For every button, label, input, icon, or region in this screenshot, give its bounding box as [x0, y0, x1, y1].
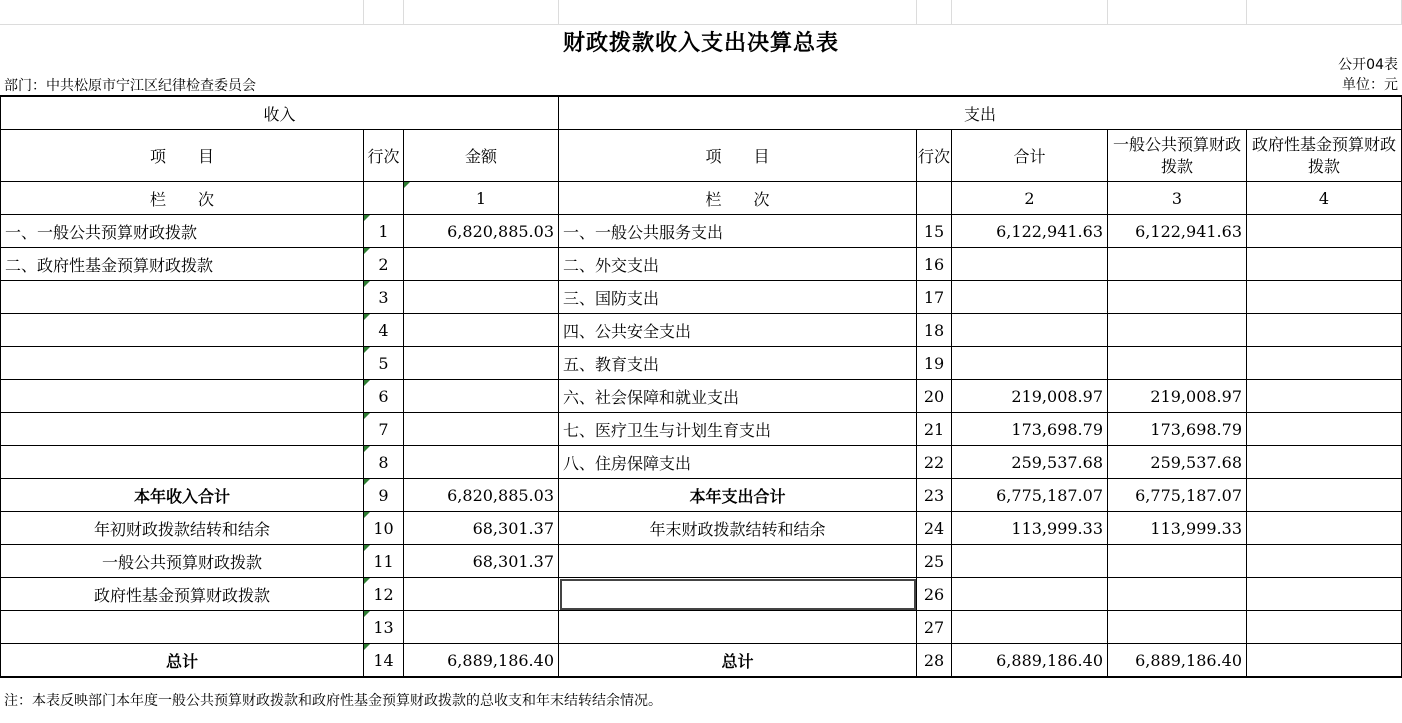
expense-item-cell[interactable]: 一、一般公共服务支出: [559, 215, 917, 248]
expense-total-header[interactable]: 合计: [952, 130, 1108, 182]
table-row: [1, 545, 1402, 578]
expense-row-no-cell[interactable]: 28: [917, 644, 952, 678]
expense-general-cell[interactable]: 173,698.79: [1108, 413, 1247, 446]
income-row-no-cell[interactable]: 13: [364, 611, 404, 644]
income-row-no-cell[interactable]: 12: [364, 578, 404, 611]
form-number: 公开04表: [1338, 57, 1398, 73]
income-row-no-cell[interactable]: 5: [364, 347, 404, 380]
expense-row-no-cell[interactable]: 20: [917, 380, 952, 413]
expense-row-no-cell[interactable]: 23: [917, 479, 952, 512]
income-item-cell[interactable]: [1, 314, 364, 347]
income-row-no-cell[interactable]: 10: [364, 512, 404, 545]
expense-fund-cell[interactable]: [1247, 314, 1402, 347]
expense-row-no-cell[interactable]: 25: [917, 545, 952, 578]
expense-item-cell[interactable]: 总计: [559, 644, 917, 678]
column-index-cell[interactable]: [364, 182, 404, 215]
expense-item-cell[interactable]: 七、医疗卫生与计划生育支出: [559, 413, 917, 446]
expense-row-no-cell[interactable]: 22: [917, 446, 952, 479]
income-amount-cell[interactable]: [404, 611, 559, 644]
department-label: 部门：中共松原市宁江区纪律检查委员会: [4, 78, 256, 94]
expense-row-no-cell[interactable]: 15: [917, 215, 952, 248]
table-row: [1, 314, 1402, 347]
column-index-1[interactable]: 1: [404, 182, 559, 215]
expense-item-cell[interactable]: 八、住房保障支出: [559, 446, 917, 479]
expense-fund-cell[interactable]: [1247, 347, 1402, 380]
expense-item-cell[interactable]: 年末财政拨款结转和结余: [559, 512, 917, 545]
expense-general-cell[interactable]: [1108, 347, 1247, 380]
expense-fund-cell[interactable]: [1247, 644, 1402, 678]
expense-total-cell[interactable]: [952, 347, 1108, 380]
income-item-cell[interactable]: [1, 413, 364, 446]
expense-general-cell[interactable]: [1108, 545, 1247, 578]
income-item-cell[interactable]: 一、一般公共预算财政拨款: [1, 215, 364, 248]
expense-column-index-label[interactable]: 栏 次: [559, 182, 917, 215]
expense-fund-cell[interactable]: [1247, 215, 1402, 248]
expense-item-cell[interactable]: 三、国防支出: [559, 281, 917, 314]
footnote: 注：本表反映部门本年度一般公共预算财政拨款和政府性基金预算财政拨款的总收支和年末结转结余情况。: [4, 693, 662, 709]
income-amount-cell[interactable]: [404, 281, 559, 314]
income-item-header[interactable]: 项 目: [1, 130, 364, 182]
expense-item-cell[interactable]: 本年支出合计: [559, 479, 917, 512]
expense-fund-cell[interactable]: [1247, 545, 1402, 578]
expense-total-cell[interactable]: 6,122,941.63: [952, 215, 1108, 248]
table-row: [1, 512, 1402, 545]
column-index-3[interactable]: 3: [1108, 182, 1247, 215]
expense-item-cell[interactable]: 二、外交支出: [559, 248, 917, 281]
expense-total-cell[interactable]: 219,008.97: [952, 380, 1108, 413]
expense-item-cell[interactable]: [559, 611, 917, 644]
expense-fund-cell[interactable]: [1247, 578, 1402, 611]
expense-total-cell[interactable]: [952, 248, 1108, 281]
table-row: [1, 413, 1402, 446]
expense-fund-cell[interactable]: [1247, 281, 1402, 314]
table-row: [1, 479, 1402, 512]
expense-row-no-cell[interactable]: 21: [917, 413, 952, 446]
income-row-no-cell[interactable]: 8: [364, 446, 404, 479]
expense-item-header[interactable]: 项 目: [559, 130, 917, 182]
expense-general-cell[interactable]: 113,999.33: [1108, 512, 1247, 545]
income-item-cell[interactable]: 总计: [1, 644, 364, 678]
expense-general-cell[interactable]: [1108, 578, 1247, 611]
expense-total-cell[interactable]: [952, 611, 1108, 644]
income-item-cell[interactable]: 年初财政拨款结转和结余: [1, 512, 364, 545]
expense-row-no-cell[interactable]: 18: [917, 314, 952, 347]
expense-total-cell[interactable]: [952, 314, 1108, 347]
income-amount-cell[interactable]: [404, 380, 559, 413]
expense-row-no-cell[interactable]: 16: [917, 248, 952, 281]
gov-fund-header[interactable]: 政府性基金预算财政拨款: [1247, 130, 1402, 182]
income-section-header[interactable]: 收入: [1, 96, 559, 130]
income-amount-cell[interactable]: 68,301.37: [404, 512, 559, 545]
column-index-4[interactable]: 4: [1247, 182, 1402, 215]
income-item-cell[interactable]: [1, 281, 364, 314]
income-item-cell[interactable]: [1, 446, 364, 479]
expense-row-no-header[interactable]: 行次: [917, 130, 952, 182]
spreadsheet-gridlines: [0, 0, 1402, 24]
income-amount-cell[interactable]: 68,301.37: [404, 545, 559, 578]
income-amount-cell[interactable]: [404, 578, 559, 611]
expense-general-cell[interactable]: [1108, 611, 1247, 644]
income-row-no-cell[interactable]: 3: [364, 281, 404, 314]
expense-general-cell[interactable]: 6,122,941.63: [1108, 215, 1247, 248]
expense-item-cell[interactable]: 五、教育支出: [559, 347, 917, 380]
table-row: [1, 578, 1402, 611]
income-item-cell[interactable]: 政府性基金预算财政拨款: [1, 578, 364, 611]
general-budget-header[interactable]: 一般公共预算财政拨款: [1108, 130, 1247, 182]
table-row: [1, 215, 1402, 248]
expense-general-cell[interactable]: 6,775,187.07: [1108, 479, 1247, 512]
expense-item-cell[interactable]: 六、社会保障和就业支出: [559, 380, 917, 413]
income-row-no-cell[interactable]: 11: [364, 545, 404, 578]
income-row-no-header[interactable]: 行次: [364, 130, 404, 182]
income-item-cell[interactable]: [1, 347, 364, 380]
income-amount-cell[interactable]: 6,820,885.03: [404, 479, 559, 512]
income-row-no-cell[interactable]: 4: [364, 314, 404, 347]
expense-fund-cell[interactable]: [1247, 479, 1402, 512]
expense-row-no-cell[interactable]: 24: [917, 512, 952, 545]
expense-total-cell[interactable]: [952, 545, 1108, 578]
table-row: [1, 611, 1402, 644]
expense-fund-cell[interactable]: [1247, 512, 1402, 545]
expense-total-cell[interactable]: 6,889,186.40: [952, 644, 1108, 678]
income-row-no-cell[interactable]: 9: [364, 479, 404, 512]
expense-general-cell[interactable]: [1108, 248, 1247, 281]
table-row: [1, 446, 1402, 479]
fiscal-appropriation-table: [0, 95, 1402, 678]
expense-total-cell[interactable]: 173,698.79: [952, 413, 1108, 446]
table-row: [1, 380, 1402, 413]
expense-section-header[interactable]: 支出: [559, 96, 1402, 130]
expense-row-no-cell[interactable]: 27: [917, 611, 952, 644]
expense-general-cell[interactable]: 259,537.68: [1108, 446, 1247, 479]
selected-cell[interactable]: [559, 578, 917, 611]
expense-general-cell[interactable]: [1108, 281, 1247, 314]
expense-total-cell[interactable]: 6,775,187.07: [952, 479, 1108, 512]
table-row: [1, 347, 1402, 380]
income-row-no-cell[interactable]: 6: [364, 380, 404, 413]
expense-item-cell[interactable]: [559, 545, 917, 578]
income-amount-cell[interactable]: [404, 314, 559, 347]
income-amount-cell[interactable]: [404, 413, 559, 446]
expense-general-cell[interactable]: [1108, 314, 1247, 347]
income-item-cell[interactable]: [1, 611, 364, 644]
expense-row-no-cell[interactable]: 17: [917, 281, 952, 314]
expense-fund-cell[interactable]: [1247, 611, 1402, 644]
column-index-cell[interactable]: [917, 182, 952, 215]
income-item-cell[interactable]: 本年收入合计: [1, 479, 364, 512]
expense-row-no-cell[interactable]: 26: [917, 578, 952, 611]
expense-fund-cell[interactable]: [1247, 446, 1402, 479]
income-row-no-cell[interactable]: 7: [364, 413, 404, 446]
income-row-no-cell[interactable]: 2: [364, 248, 404, 281]
expense-general-cell[interactable]: 219,008.97: [1108, 380, 1247, 413]
income-amount-cell[interactable]: [404, 446, 559, 479]
income-amount-cell[interactable]: 6,820,885.03: [404, 215, 559, 248]
column-index-2[interactable]: 2: [952, 182, 1108, 215]
income-row-no-cell[interactable]: 14: [364, 644, 404, 678]
table-row: [1, 281, 1402, 314]
income-item-cell[interactable]: 一般公共预算财政拨款: [1, 545, 364, 578]
page-title: 财政拨款收入支出决算总表: [562, 30, 839, 56]
expense-general-cell[interactable]: 6,889,186.40: [1108, 644, 1247, 678]
expense-row-no-cell[interactable]: 19: [917, 347, 952, 380]
income-amount-cell[interactable]: 6,889,186.40: [404, 644, 559, 678]
unit-label: 单位：元: [1342, 77, 1398, 93]
income-item-cell[interactable]: [1, 380, 364, 413]
expense-fund-cell[interactable]: [1247, 248, 1402, 281]
income-amount-cell[interactable]: [404, 347, 559, 380]
expense-total-cell[interactable]: [952, 578, 1108, 611]
expense-total-cell[interactable]: 259,537.68: [952, 446, 1108, 479]
table-row: [1, 248, 1402, 281]
expense-fund-cell[interactable]: [1247, 380, 1402, 413]
expense-item-cell[interactable]: 四、公共安全支出: [559, 314, 917, 347]
table-row: [1, 644, 1402, 678]
column-index-label[interactable]: 栏 次: [1, 182, 364, 215]
income-amount-cell[interactable]: [404, 248, 559, 281]
income-amount-header[interactable]: 金额: [404, 130, 559, 182]
income-row-no-cell[interactable]: 1: [364, 215, 404, 248]
income-item-cell[interactable]: 二、政府性基金预算财政拨款: [1, 248, 364, 281]
expense-fund-cell[interactable]: [1247, 413, 1402, 446]
expense-total-cell[interactable]: 113,999.33: [952, 512, 1108, 545]
expense-total-cell[interactable]: [952, 281, 1108, 314]
